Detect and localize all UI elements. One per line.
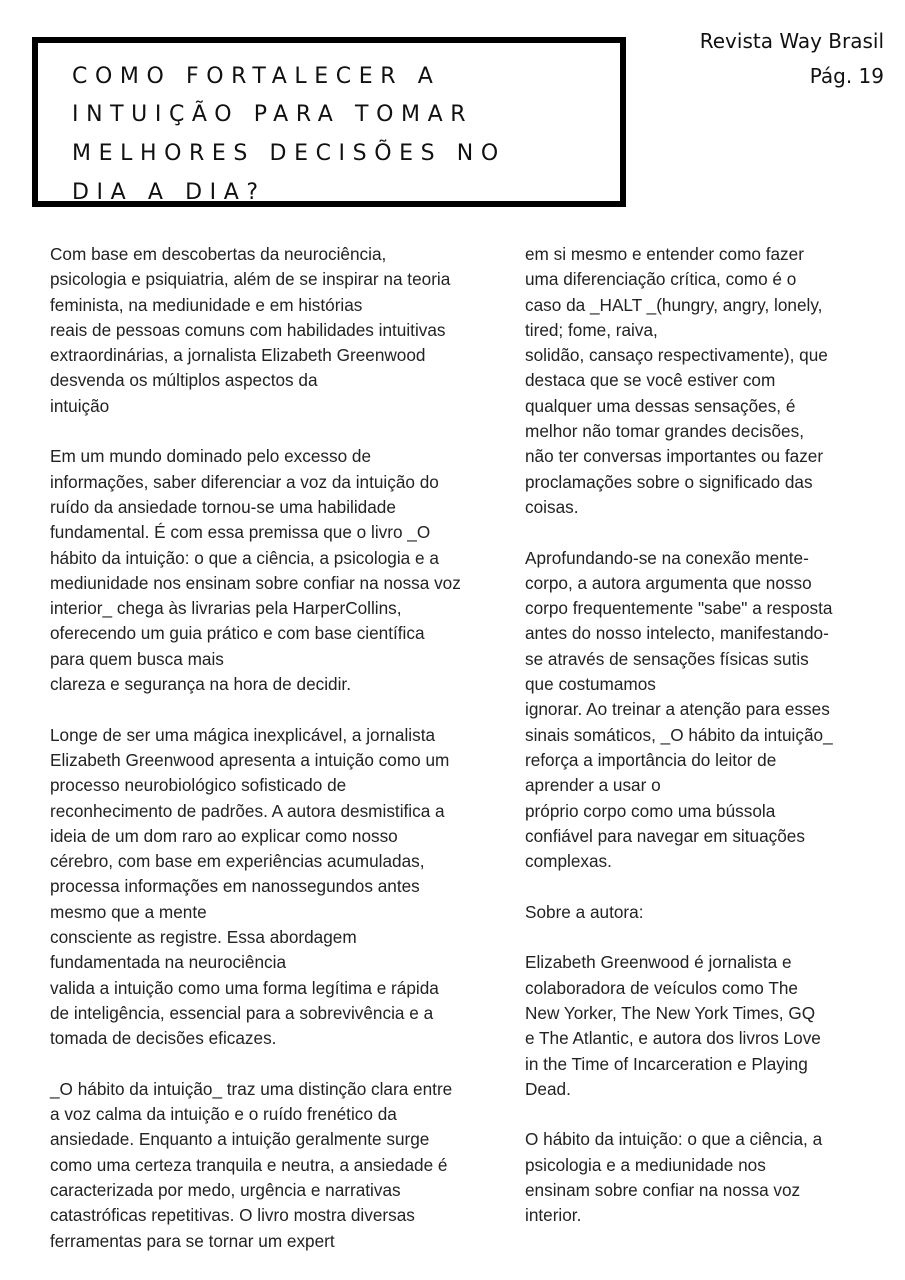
text-line: ensinam sobre confiar na nossa voz bbox=[525, 1179, 801, 1200]
text-line: fundamentada na neurociência bbox=[50, 952, 287, 973]
headline-line: COMO FORTALECER A bbox=[72, 64, 441, 89]
text-line: Elizabeth Greenwood apresenta a intuição como um bbox=[50, 749, 450, 770]
text-line: corpo, a autora argumenta que nosso bbox=[525, 572, 812, 593]
text-line: ruído da ansiedade tornou-se uma habilidade bbox=[50, 496, 396, 517]
paragraph-spacer bbox=[50, 1052, 495, 1077]
magazine-name: Revista Way Brasil bbox=[699, 29, 884, 53]
text-line: valida a intuição como uma forma legítima e rápida bbox=[50, 977, 439, 998]
text-line: interior_ chega às livrarias pela HarperCollins, bbox=[50, 598, 402, 619]
text-line: reforça a importância do leitor de bbox=[525, 749, 777, 770]
text-line: _O hábito da intuição_ traz uma distinção clara entre bbox=[50, 1078, 453, 1099]
text-line: Com base em descobertas da neurociência, bbox=[50, 244, 387, 264]
text-line: corpo frequentemente "sabe" a resposta bbox=[525, 598, 833, 619]
text-line: e The Atlantic, e autora dos livros Love bbox=[525, 1028, 821, 1049]
text-line: antes do nosso intelecto, manifestando- bbox=[525, 623, 829, 644]
text-line: clareza e segurança na hora de decidir. bbox=[50, 674, 351, 695]
masthead bbox=[700, 29, 884, 88]
paragraph-spacer bbox=[525, 874, 870, 899]
text-line: intuição bbox=[50, 395, 110, 416]
article-column-left bbox=[50, 242, 495, 1254]
text-line: que costumamos bbox=[525, 674, 656, 695]
paragraph-spacer bbox=[525, 1102, 870, 1127]
text-line: interior. bbox=[525, 1205, 582, 1226]
text-line: proclamações sobre o significado das bbox=[525, 471, 813, 492]
text-line: caso da _HALT _(hungry, angry, lonely, bbox=[525, 294, 823, 315]
text-line: O hábito da intuição: o que a ciência, a bbox=[525, 1129, 823, 1150]
text-line: informações, saber diferenciar a voz da intuição do bbox=[50, 471, 439, 492]
text-line: Aprofundando-se na conexão mente- bbox=[525, 547, 809, 568]
text-line: in the Time of Incarceration e Playing bbox=[525, 1053, 808, 1074]
text-line: reais de pessoas comuns com habilidades intuitivas bbox=[50, 319, 446, 340]
page-number: Pág. 19 bbox=[809, 64, 884, 88]
text-line: processo neurobiológico sofisticado de bbox=[50, 775, 347, 796]
text-line: tired; fome, raiva, bbox=[525, 319, 658, 340]
text-line: Dead. bbox=[525, 1078, 571, 1099]
text-line: hábito da intuição: o que a ciência, a psicologia e a bbox=[50, 547, 439, 568]
text-line: ferramentas para se tornar um expert bbox=[50, 1230, 335, 1251]
headline-box bbox=[32, 37, 626, 207]
text-line: confiável para navegar em situações bbox=[525, 825, 805, 846]
text-line: em si mesmo e entender como fazer bbox=[525, 244, 804, 264]
headline-line: INTUIÇÃO PARA TOMAR bbox=[72, 102, 474, 127]
text-line: fundamental. É com essa premissa que o livro _O bbox=[50, 522, 431, 543]
paragraph-spacer bbox=[50, 697, 495, 722]
headline-line: DIA A DIA? bbox=[72, 180, 266, 205]
text-line: como uma certeza tranquila e neutra, a ansiedade é bbox=[50, 1154, 448, 1175]
text-line: catastróficas repetitivas. O livro mostra diversas bbox=[50, 1205, 415, 1226]
text-line: uma diferenciação crítica, como é o bbox=[525, 269, 797, 290]
text-line: cérebro, com base em experiências acumuladas, bbox=[50, 851, 425, 872]
text-line: reconhecimento de padrões. A autora desmistifica a bbox=[50, 800, 445, 821]
text-line: melhor não tomar grandes decisões, bbox=[525, 421, 804, 442]
text-line: mediunidade nos ensinam sobre confiar na nossa voz bbox=[50, 572, 461, 593]
text-line: destaca que se você estiver com bbox=[525, 370, 776, 391]
text-line: tomada de decisões eficazes. bbox=[50, 1028, 277, 1049]
text-line: Longe de ser uma mágica inexplicável, a jornalista bbox=[50, 724, 436, 745]
text-line: de inteligência, essencial para a sobrevivência e a bbox=[50, 1002, 434, 1023]
text-line: se através de sensações físicas sutis bbox=[525, 648, 809, 669]
text-line: próprio corpo como uma bússola bbox=[525, 800, 776, 821]
text-line: para quem busca mais bbox=[50, 648, 224, 669]
text-line: psicologia e psiquiatria, além de se inspirar na teoria bbox=[50, 269, 451, 290]
text-line: consciente as registre. Essa abordagem bbox=[50, 927, 357, 948]
text-line: feminista, na mediunidade e em histórias bbox=[50, 294, 363, 315]
paragraph-spacer bbox=[525, 925, 870, 950]
text-line: não ter conversas importantes ou fazer bbox=[525, 446, 824, 467]
paragraph-spacer bbox=[525, 520, 870, 545]
text-line: extraordinárias, a jornalista Elizabeth Greenwood bbox=[50, 345, 426, 366]
text-line: a voz calma da intuição e o ruído frenético da bbox=[50, 1104, 397, 1125]
text-line: psicologia e a mediunidade nos bbox=[525, 1154, 766, 1175]
text-line: New Yorker, The New York Times, GQ bbox=[525, 1002, 816, 1023]
text-line: desvenda os múltiplos aspectos da bbox=[50, 370, 318, 391]
text-line: qualquer uma dessas sensações, é bbox=[525, 395, 796, 416]
article-column-right bbox=[525, 242, 870, 1229]
text-line: ansiedade. Enquanto a intuição geralmente surge bbox=[50, 1129, 430, 1150]
text-line: ignorar. Ao treinar a atenção para esses bbox=[525, 699, 830, 720]
text-line: Em um mundo dominado pelo excesso de bbox=[50, 446, 372, 467]
text-line: coisas. bbox=[525, 496, 579, 517]
text-line: processa informações em nanossegundos antes bbox=[50, 876, 420, 897]
text-line: colaboradora de veículos como The bbox=[525, 977, 798, 998]
text-line: ideia de um dom raro ao explicar como nosso bbox=[50, 825, 398, 846]
text-line: oferecendo um guia prático e com base científica bbox=[50, 623, 425, 644]
text-line: mesmo que a mente bbox=[50, 901, 207, 922]
text-line: aprender a usar o bbox=[525, 775, 661, 796]
headline-line: MELHORES DECISÕES NO bbox=[72, 141, 506, 166]
text-line: Elizabeth Greenwood é jornalista e bbox=[525, 952, 792, 973]
text-line: sinais somáticos, _O hábito da intuição_ bbox=[525, 724, 833, 745]
paragraph-spacer bbox=[50, 419, 495, 444]
text-line: complexas. bbox=[525, 851, 612, 872]
text-line: solidão, cansaço respectivamente), que bbox=[525, 345, 828, 366]
text-line: caracterizada por medo, urgência e narrativas bbox=[50, 1179, 401, 1200]
text-line: Sobre a autora: bbox=[525, 901, 644, 922]
